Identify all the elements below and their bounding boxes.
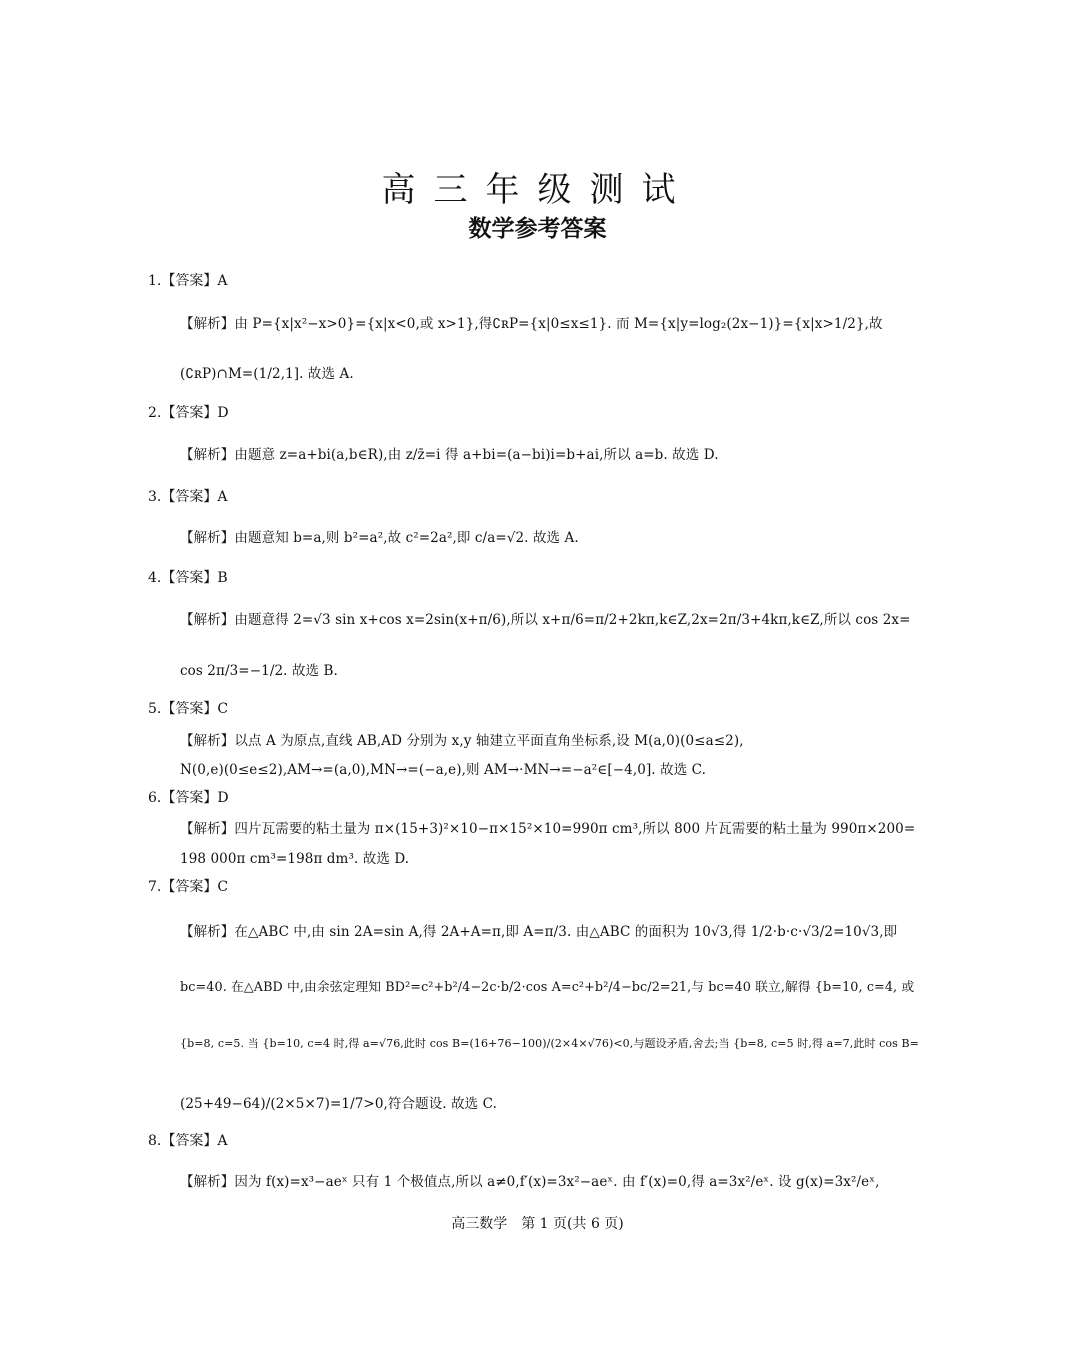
answer-label: 1.【答案】A [148,273,228,289]
answer-label: 7.【答案】C [148,879,229,895]
explanation-line: 【解析】由题意得 2=√3 sin x+cos x=2sin(x+π/6),所以 x+π/6=π/2+2kπ,k∈Z,2x=2π/3+4kπ,k∈Z,所以 cos 2x= [180,612,911,628]
page-subtitle: 数学参考答案 [468,216,607,242]
page-footer: 高三数学 第 1 页(共 6 页) [451,1216,624,1232]
explanation-line: {b=8, c=5. 当 {b=10, c=4 时,得 a=√76,此时 cos B=(16+76−100)/(2×4×√76)<0,与题设矛盾,舍去;当 {b=8, c=5 时,得 a=7,此时 cos B= [180,1037,919,1050]
explanation-line: N(0,e)(0≤e≤2),AM→=(a,0),MN→=(−a,e),则 AM→·MN→=−a²∈[−4,0]. 故选 C. [180,762,707,778]
answer-label: 2.【答案】D [148,405,229,421]
answer-label: 8.【答案】A [148,1133,228,1149]
page-title: 高三年级测试 [381,170,694,210]
answer-label: 4.【答案】B [148,570,228,586]
explanation-line: 【解析】由题意知 b=a,则 b²=a²,故 c²=2a²,即 c/a=√2. 故选 A. [180,530,579,546]
explanation-line: 【解析】由题意 z=a+bi(a,b∈R),由 z/z̄=i 得 a+bi=(a−bi)i=b+ai,所以 a=b. 故选 D. [180,447,719,463]
explanation-line: 【解析】由 P={x|x²−x>0}={x|x<0,或 x>1},得∁ʀP={x|0≤x≤1}. 而 M={x|y=log₂(2x−1)}={x|x>1/2},故 [180,316,883,332]
explanation-line: cos 2π/3=−1/2. 故选 B. [180,663,338,679]
answer-label: 5.【答案】C [148,701,229,717]
explanation-line: (∁ʀP)∩M=(1/2,1]. 故选 A. [180,366,354,382]
explanation-line: 【解析】以点 A 为原点,直线 AB,AD 分别为 x,y 轴建立平面直角坐标系,设 M(a,0)(0≤a≤2), [180,733,744,749]
explanation-line: (25+49−64)/(2×5×7)=1/7>0,符合题设. 故选 C. [180,1096,498,1112]
answer-label: 3.【答案】A [148,489,228,505]
explanation-line: bc=40. 在△ABD 中,由余弦定理知 BD²=c²+b²/4−2c·b/2·cos A=c²+b²/4−bc/2=21,与 bc=40 联立,解得 {b=10, c=4, 或 [180,980,915,995]
explanation-line: 【解析】在△ABC 中,由 sin 2A=sin A,得 2A+A=π,即 A=π/3. 由△ABC 的面积为 10√3,得 1/2·b·c·√3/2=10√3,即 [180,924,898,940]
explanation-line: 【解析】四片瓦需要的粘土量为 π×(15+3)²×10−π×15²×10=990π cm³,所以 800 片瓦需要的粘土量为 990π×200= [180,821,916,837]
answer-label: 6.【答案】D [148,790,229,806]
explanation-line: 198 000π cm³=198π dm³. 故选 D. [180,851,410,867]
explanation-line: 【解析】因为 f(x)=x³−aeˣ 只有 1 个极值点,所以 a≠0,f′(x)=3x²−aeˣ. 由 f′(x)=0,得 a=3x²/eˣ. 设 g(x)=3x²/eˣ, [180,1174,880,1190]
